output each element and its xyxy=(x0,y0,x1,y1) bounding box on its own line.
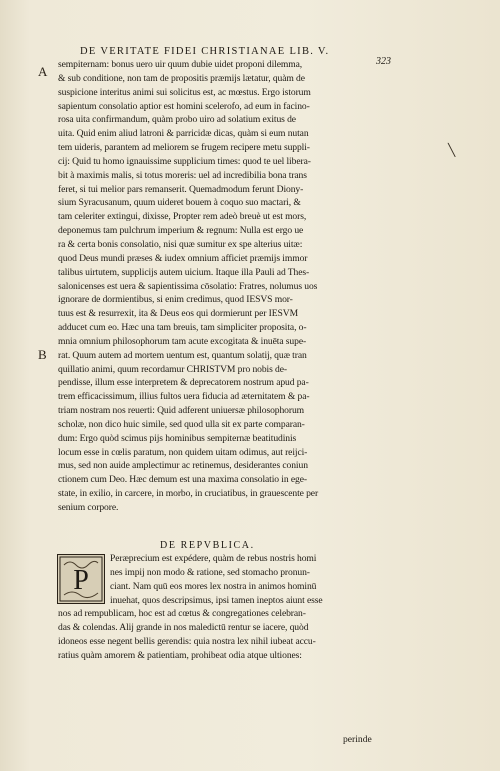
text-line: bit à maximis malis, si totus moreris: uel ad incredibilia bona trans xyxy=(58,169,307,181)
text-line: sapientum consolatio aptior est homini scelerofo, ad eum in facino- xyxy=(58,100,310,112)
text-line: nos ad rempublicam, hoc est ad cœtus & congregationes celebran- xyxy=(58,608,306,619)
text-line: quod Deus mundi præses & iudex omnium afficiet præmijs immor xyxy=(58,252,308,264)
section-text-block xyxy=(58,607,388,662)
text-line: uita. Quid enim aliud latroni & parricidæ dicas, quàm si eum nutan xyxy=(58,128,309,140)
text-line: mnia omnium philosophorum tam acute excogitata & inuēta supe- xyxy=(58,335,307,347)
margin-letter-b: B xyxy=(38,347,47,362)
text-line: tam celeriter extingui, dixisse, Propter rem adeò breuè ut est mors, xyxy=(58,211,307,223)
svg-text:P: P xyxy=(73,565,89,596)
text-line: mus, sed non auide amplectimur ac retinemus, desiderantes coniun xyxy=(58,460,308,472)
text-line: tuus est & resurrexit, ita & Deus eos qui dormierunt per IESVM xyxy=(58,308,298,320)
section-text-beside-initial xyxy=(110,552,400,607)
text-line: rat. Quum autem ad mortem uentum est, quantum solatij, quæ tran xyxy=(58,349,307,361)
text-line: Peræprecium est expédere, quàm de rebus nostris homi xyxy=(110,553,317,564)
text-line: ciant. Nam quū eos mores lex nostra in animos hominū xyxy=(110,580,317,592)
text-line: nes impij non modo & ratione, sed stomacho pronun- xyxy=(110,566,310,578)
text-line: das & colendas. Alij grande in nos maledictū rentur se iacere, quòd xyxy=(58,621,309,633)
text-line: & sub conditione, non tam de propositis præmijs lætatur, quàm de xyxy=(58,72,305,84)
text-line: suspicione interitus animi sui solicitus est, ac mœstus. Ergo istorum xyxy=(58,86,311,98)
text-line: feret, si tui melior pars remanserit. Quemadmodum ferunt Diony- xyxy=(58,183,304,195)
text-line: inuehat, quos descripsimus, ipsi tamen ineptos aiunt esse xyxy=(110,594,323,606)
text-line: sempiternam: bonus uero uir quum dubie uidet proponi dilemma, xyxy=(58,59,303,70)
text-line: trem efficacissimum, illius fultos uera fiducia ad æternitatem & pa- xyxy=(58,391,310,403)
text-line: salonicenses est uera & sapientissima cōsolatio: Fratres, nolumus uos xyxy=(58,280,318,292)
section-heading: DE REPVBLICA. xyxy=(160,540,255,551)
text-line: tem uideris, parantem ad meliorem se frugem recipere metu suppli- xyxy=(58,142,310,154)
text-line: pendisse, illum esse interpretem & deprecatorem nostrum apud pa- xyxy=(58,377,309,389)
text-line: rosa uita confirmandum, quàm probo uiro ad solatium exitus de xyxy=(58,114,296,126)
folio-number: 323 xyxy=(376,56,391,67)
text-line: ignorare de dormientibus, si enim credimus, quod IESVS mor- xyxy=(58,294,293,306)
text-line: ctionem cum Deo. Hæc demum est una maxima consolatio in ege- xyxy=(58,474,307,486)
text-line: ratius quàm amorem & patientiam, prohibeat odia atque ultiones: xyxy=(58,649,302,661)
text-line: cij: Quid tu homo ignauissime supplicium times: quod te uel libera- xyxy=(58,155,311,167)
text-line: senium corpore. xyxy=(58,502,119,513)
margin-letter-a: A xyxy=(38,64,48,79)
text-line: adducet cum eo. Hæc una tam breuis, tam simpliciter proposita, o- xyxy=(58,322,307,334)
text-line: quillatio animi, quum recordamur CHRISTVM pro nobis de- xyxy=(58,363,287,375)
running-title: DE VERITATE FIDEI CHRISTIANAE LIB. V. xyxy=(80,46,330,57)
catchword: perinde xyxy=(343,734,372,745)
main-text-block xyxy=(58,58,388,515)
text-line: ra & certa bonis consolatio, nisi quæ sumitur ex spe alterius uitæ: xyxy=(58,238,303,250)
text-line: dum: Ergo quòd scimus pijs hominibus sempiternæ beatitudinis xyxy=(58,432,297,444)
text-line: talibus uirtutem, supplicijs autem uicium. Itaque illa Pauli ad Thes- xyxy=(58,266,310,278)
text-line: sium Syracusanum, quum uideret bouem à coquo suo mactari, & xyxy=(58,197,301,209)
margin-mark-icon: ╲ xyxy=(448,143,456,157)
text-line: triam nostram nos reuerti: Quid adferent uniuersæ philosophorum xyxy=(58,405,305,417)
text-line: state, in exilio, in carcere, in morbo, in cruciatibus, in grauescente per xyxy=(58,488,319,500)
decorated-initial-icon xyxy=(57,554,105,604)
text-line: deponemus tam pulchrum imperium & regnum: Nulla est ergo ue xyxy=(58,225,304,237)
text-line: idoneos esse negent bellis gerendis: quia nostra lex nihil iubeat accu- xyxy=(58,635,316,647)
text-line: locum esse in cœlis paratum, non quidem uitam odimus, aut reijci- xyxy=(58,446,308,458)
text-line: scholæ, non dico huic simile, sed quod ulla sit ex parte comparan- xyxy=(58,418,305,430)
